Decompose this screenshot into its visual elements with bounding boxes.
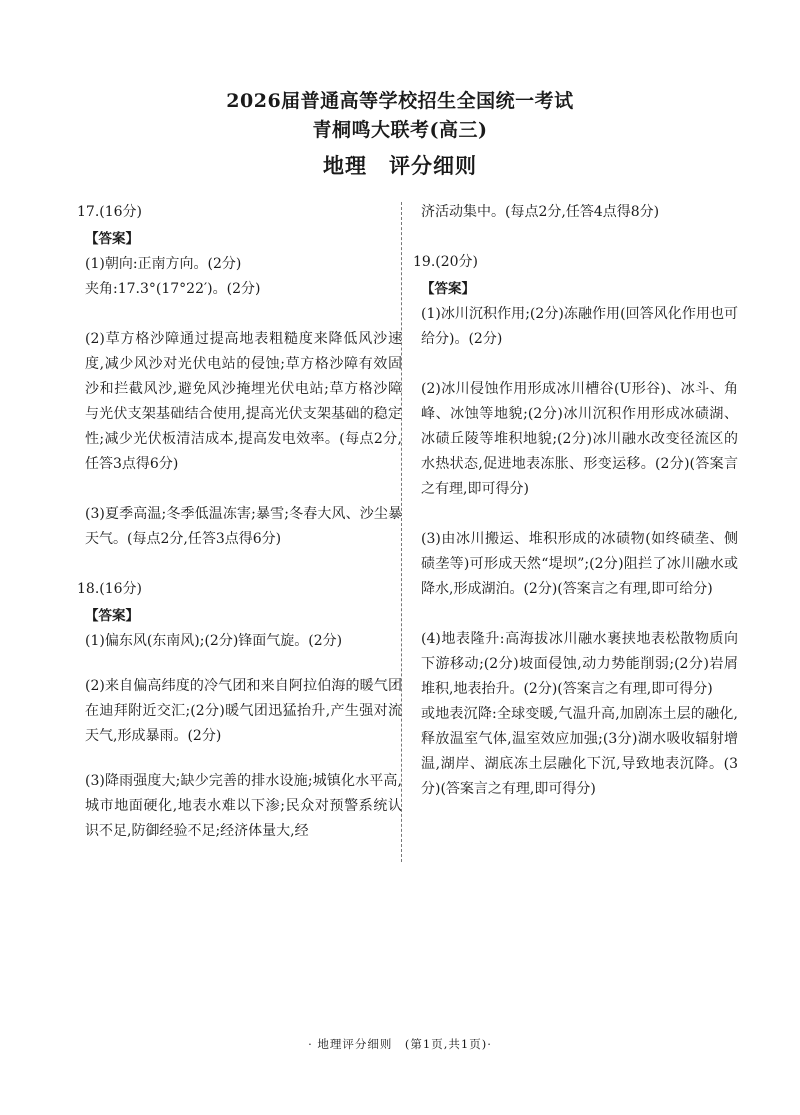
q19-part2: (2)冰川侵蚀作用形成冰川槽谷(U形谷)、冰斗、角峰、冰蚀等地貌;(2分)冰川沉积作用形成冰碛湖、冰碛丘陵等堆积地貌;(2分)冰川融水改变径流区的水热状态,促进地表冻胀、形变运移。(2分)(答案言之有理,即可得分) [421, 381, 738, 497]
exam-subtitle: 青桐鸣大联考(高三) [312, 119, 488, 141]
q17-part2: (2)草方格沙障通过提高地表粗糙度来降低风沙速度,减少风沙对光伏电站的侵蚀;草方格沙障有效固沙和拦截风沙,避免风沙掩埋光伏电站;草方格沙障与光伏支架基础结合使用,提高光伏支架基础的稳定性;减少光伏板清洁成本,提高发电效率。(每点2分,任答3点得6分) [85, 331, 402, 472]
q18-part1: (1)偏东风(东南风);(2分)锋面气旋。(2分) [85, 633, 343, 649]
q19-part1: (1)冰川沉积作用;(2分)冻融作用(回答风化作用也可给分)。(2分) [421, 306, 738, 347]
question-19-number: 19.(20分) [413, 254, 479, 270]
left-column [77, 200, 402, 844]
q19-part4: (4)地表隆升:高海拔冰川融水裹挟地表松散物质向下游移动;(2分)坡面侵蚀,动力势能削弱;(2分)岩屑堆积,地表抬升。(2分)(答案言之有理,即可得分) [421, 631, 738, 697]
q17-part1-angle: 夹角:17.3°(17°22′)。(2分) [85, 281, 261, 297]
q17-part1: (1)朝向:正南方向。(2分) [85, 256, 242, 272]
answer-label: 【答案】 [85, 608, 139, 624]
q18-part3-start: (3)降雨强度大;缺少完善的排水设施;城镇化水平高,城市地面硬化,地表水难以下渗;民众对预警系统认识不足,防御经验不足;经济体量大,经 [85, 773, 402, 839]
q17-part3: (3)夏季高温;冬季低温冻害;暴雪;冬春大风、沙尘暴天气。(每点2分,任答3点得6分) [85, 506, 402, 547]
q19-part3: (3)由冰川搬运、堆积形成的冰碛物(如终碛垄、侧碛垄等)可形成天然“堤坝”;(2分)阻拦了冰川融水或降水,形成湖泊。(2分)(答案言之有理,即可给分) [421, 531, 738, 597]
subject-title: 地理 评分细则 [323, 153, 477, 178]
q18-part3-end: 济活动集中。(每点2分,任答4点得8分) [421, 204, 660, 220]
answer-label: 【答案】 [421, 281, 475, 297]
right-column [413, 200, 738, 802]
exam-title: 2026届普通高等学校招生全国统一考试 [226, 90, 574, 112]
question-18-number: 18.(16分) [77, 581, 143, 597]
q18-part2: (2)来自偏高纬度的冷气团和来自阿拉伯海的暖气团在迪拜附近交汇;(2分)暖气团迅猛抬升,产生强对流天气,形成暴雨。(2分) [85, 678, 402, 744]
page-footer: · 地理评分细则 (第1页,共1页)· [308, 1037, 492, 1051]
q19-part4-alt: 或地表沉降:全球变暖,气温升高,加剧冻土层的融化,释放温室气体,温室效应加强;(3分)湖水吸收辐射增温,湖岸、湖底冻土层融化下沉,导致地表沉降。(3分)(答案言之有理,即可得分) [421, 706, 738, 797]
question-17-number: 17.(16分) [77, 204, 143, 220]
answer-label: 【答案】 [85, 231, 139, 247]
